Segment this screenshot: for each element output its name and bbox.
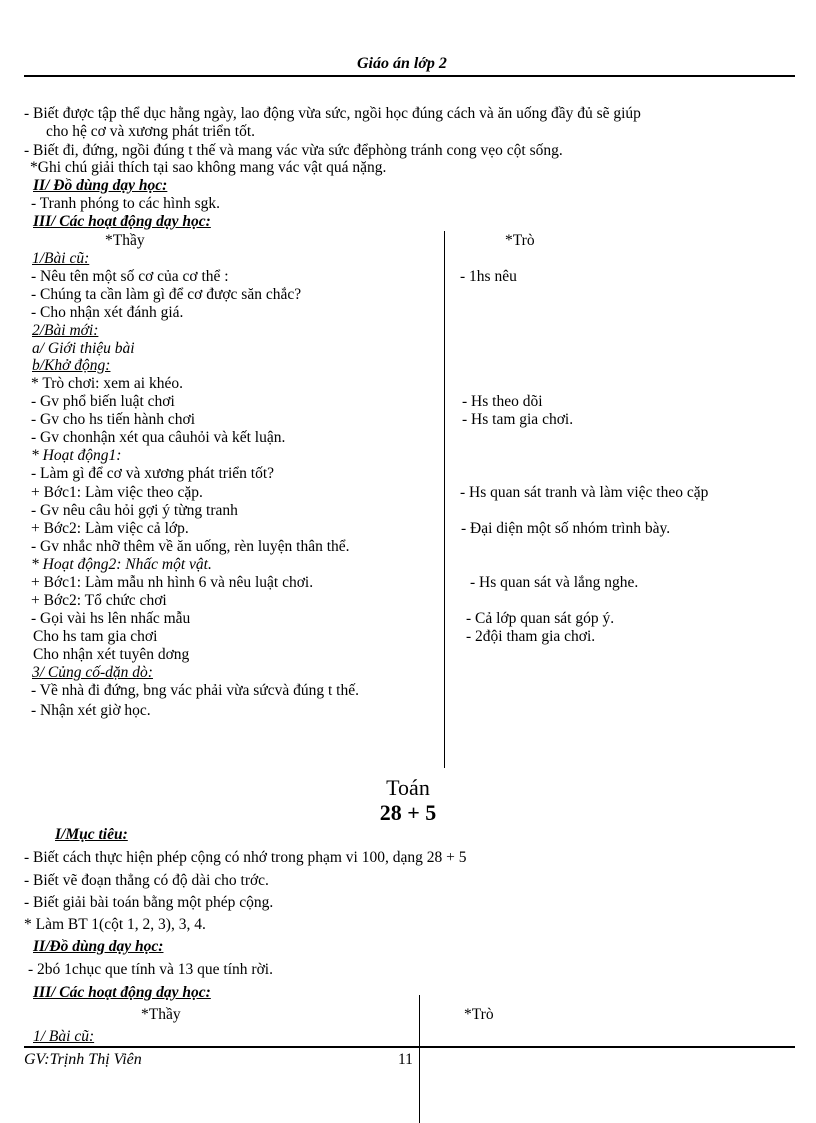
list-item: b/Khở động: (32, 357, 111, 374)
goal-line-3: - Biết giải bài toán bằng một phép cộng. (24, 894, 274, 911)
list-item: - Cả lớp quan sát góp ý. (466, 610, 615, 627)
footer-rule (24, 1046, 795, 1048)
intro-line-1: - Biết được tập thể dục hằng ngày, lao động vừa sức, ngồi học đúng cách và ăn uống đầy đủ sẽ giúp (24, 105, 641, 122)
list-item: - Chúng ta cần làm gì để cơ được săn chắc? (31, 286, 302, 303)
heading-materials: II/ Đồ dùng dạy học: (33, 177, 168, 194)
list-item: - Nêu tên một số cơ của cơ thể : (31, 268, 229, 285)
list-item: - 1hs nêu (460, 268, 517, 285)
list-item: - Về nhà đi đứng, bng vác phải vừa sứcvà đúng t thế. (31, 682, 359, 699)
list-item: - Gv phổ biến luật chơi (31, 393, 175, 410)
intro-line-2: cho hệ cơ và xương phát triển tốt. (46, 123, 256, 140)
list-item: - Đại diện một số nhóm trình bày. (461, 520, 671, 537)
column-header-teacher: *Thầy (105, 232, 145, 249)
list-item: - Gv nêu câu hỏi gợi ý từng tranh (31, 502, 238, 519)
column-header-student-2: *Trò (464, 1006, 494, 1023)
list-item: + Bớc1: Làm việc theo cặp. (31, 484, 203, 501)
list-item: - Gv chonhận xét qua câuhỏi và kết luận. (31, 429, 286, 446)
goal-line-1: - Biết cách thực hiện phép cộng có nhớ trong phạm vi 100, dạng 28 + 5 (24, 849, 467, 866)
list-item: - Gv nhắc nhỡ thêm về ăn uống, rèn luyện thân thể. (31, 538, 350, 555)
list-item: - Gọi vài hs lên nhấc mẫu (31, 610, 191, 627)
subject-title: Toán (386, 775, 430, 800)
list-item: a/ Giới thiệu bài (32, 340, 135, 357)
list-item: * Hoạt động2: Nhấc một vật. (31, 556, 212, 573)
list-item: Cho nhận xét tuyên dơng (33, 646, 190, 663)
list-item: - Nhận xét giờ học. (31, 702, 151, 719)
list-item: - Hs tam gia chơi. (462, 411, 574, 428)
list-item: 2/Bài mới: (32, 322, 99, 339)
column-divider (444, 231, 445, 768)
heading-goals: I/Mục tiêu: (55, 826, 128, 843)
column-header-student: *Trò (505, 232, 535, 249)
list-item: - Làm gì để cơ và xương phát triển tốt? (31, 465, 275, 482)
intro-line-3: - Biết đi, đứng, ngồi đúng t thế và mang vác vừa sức đểphòng tránh cong vẹo cột sống. (24, 142, 563, 159)
intro-note: *Ghi chú giải thích tại sao không mang vác vật quá nặng. (30, 159, 387, 176)
lesson-topic: 28 + 5 (379, 800, 437, 825)
list-item: Cho hs tam gia chơi (33, 628, 158, 645)
column-header-teacher-2: *Thầy (141, 1006, 181, 1023)
list-item: + Bớc2: Tổ chức chơi (31, 592, 167, 609)
list-item: - Gv cho hs tiến hành chơi (31, 411, 196, 428)
list-item: + Bớc1: Làm mẫu nh hình 6 và nêu luật chơi. (31, 574, 314, 591)
list-item: + Bớc2: Làm việc cả lớp. (31, 520, 189, 537)
materials-line: - Tranh phóng to các hình sgk. (31, 195, 221, 212)
list-item: 3/ Củng cố-dặn dò: (32, 664, 153, 681)
page-number: 11 (398, 1051, 413, 1068)
heading-activities: III/ Các hoạt động dạy học: (33, 213, 211, 230)
column-divider-2 (419, 995, 420, 1123)
goal-line-4: * Làm BT 1(cột 1, 2, 3), 3, 4. (24, 916, 206, 933)
list-item: * Hoạt động1: (31, 447, 122, 464)
footer-author: GV:Trịnh Thị Viên (24, 1051, 142, 1068)
goal-line-2: - Biết vẽ đoạn thẳng có độ dài cho trớc. (24, 872, 269, 889)
heading-activities-2: III/ Các hoạt động dạy học: (33, 984, 211, 1001)
list-item: - Cho nhận xét đánh giá. (31, 304, 184, 321)
header-rule (24, 75, 795, 77)
list-item: - Hs theo dõi (462, 393, 543, 410)
list-item: - 2đội tham gia chơi. (466, 628, 596, 645)
list-item: * Trò chơi: xem ai khéo. (31, 375, 183, 392)
materials-line-2: - 2bó 1chục que tính và 13 que tính rời. (28, 961, 273, 978)
list-item: - Hs quan sát và lắng nghe. (470, 574, 639, 591)
page-header-title: Giáo án lớp 2 (357, 55, 447, 72)
list-item: 1/Bài cũ: (32, 250, 90, 267)
heading-materials-2: II/Đồ dùng dạy học: (33, 938, 164, 955)
first-activity-item: 1/ Bài cũ: (33, 1028, 95, 1045)
list-item: - Hs quan sát tranh và làm việc theo cặp (460, 484, 709, 501)
